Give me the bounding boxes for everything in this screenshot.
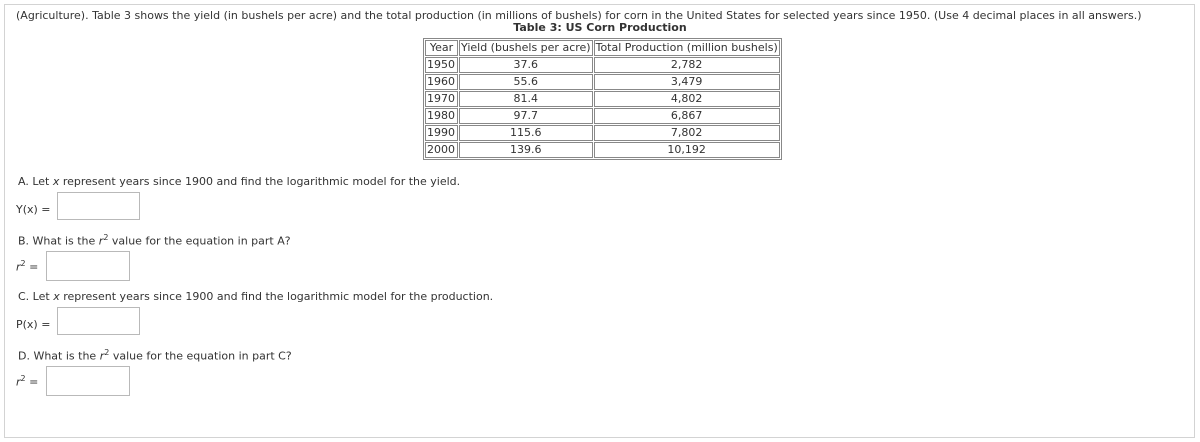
question-d-suffix: value for the equation in part C? (109, 349, 292, 363)
cell-year: 2000 (425, 142, 458, 158)
answer-d-label (16, 374, 38, 389)
cell-year: 1960 (425, 74, 458, 90)
question-c-var: x (53, 290, 60, 303)
table-row (425, 57, 780, 73)
answer-b-label-eq: = (25, 260, 39, 274)
table-row (425, 142, 780, 158)
table-row (425, 91, 780, 107)
cell-production: 2,782 (594, 57, 780, 73)
cell-yield: 139.6 (459, 142, 593, 158)
cell-yield: 81.4 (459, 91, 593, 107)
answer-b-input[interactable] (46, 251, 130, 281)
table-row (425, 74, 780, 90)
cell-yield: 55.6 (459, 74, 593, 90)
header-yield: Yield (bushels per acre) (461, 41, 591, 54)
table-row (425, 108, 780, 124)
cell-year: 1980 (425, 108, 458, 124)
question-c-suffix: represent years since 1900 and find the logarithmic model for the production. (59, 290, 494, 303)
cell-year: 1990 (425, 125, 458, 141)
question-a (18, 175, 460, 188)
table-header-row (425, 40, 780, 56)
question-b-prefix: B. What is the (18, 234, 99, 248)
question-b-suffix: value for the equation in part A? (108, 234, 291, 248)
answer-d-input[interactable] (46, 366, 130, 396)
answer-b-label (16, 259, 38, 274)
table-title: Table 3: US Corn Production (513, 21, 687, 34)
cell-production: 3,479 (594, 74, 780, 90)
cell-yield: 37.6 (459, 57, 593, 73)
answer-a-input[interactable] (57, 192, 140, 220)
question-d (18, 348, 292, 363)
answer-b-label-var: r (16, 260, 21, 274)
cell-year: 1970 (425, 91, 458, 107)
cell-yield: 115.6 (459, 125, 593, 141)
problem-intro: (Agriculture). Table 3 shows the yield (in bushels per acre) and the total production (in millions of bushels) for corn in the United States for selected years since 1950. (Use 4 decimal places in all answers.) (16, 9, 1142, 22)
question-a-prefix: A. Let (18, 175, 53, 188)
cell-production: 4,802 (594, 91, 780, 107)
answer-d-label-var: r (16, 375, 21, 389)
answer-d-label-eq: = (25, 375, 39, 389)
question-a-var: x (52, 175, 60, 188)
header-production: Total Production (million bushels) (595, 41, 778, 54)
cell-production: 10,192 (594, 142, 780, 158)
question-d-prefix: D. What is the (18, 349, 100, 363)
table-row (425, 125, 780, 141)
cell-yield: 97.7 (459, 108, 593, 124)
question-c (18, 290, 493, 303)
answer-b-label-sup: 2 (20, 259, 26, 268)
cell-production: 7,802 (594, 125, 780, 141)
corn-production-table (423, 38, 782, 160)
cell-production: 6,867 (594, 108, 780, 124)
question-a-suffix: represent years since 1900 and find the logarithmic model for the yield. (59, 175, 461, 188)
answer-a-label: Y(x) = (16, 203, 51, 216)
answer-c-label: P(x) = (16, 318, 51, 331)
question-d-sup: 2 (104, 348, 110, 357)
question-b-var: r (98, 234, 104, 248)
question-b (18, 233, 291, 248)
question-b-sup: 2 (103, 233, 109, 242)
header-year: Year (425, 40, 458, 56)
answer-d-label-sup: 2 (20, 374, 26, 383)
answer-c-input[interactable] (57, 307, 140, 335)
question-c-prefix: C. Let (18, 290, 54, 303)
question-d-var: r (99, 349, 105, 363)
cell-year: 1950 (425, 57, 458, 73)
